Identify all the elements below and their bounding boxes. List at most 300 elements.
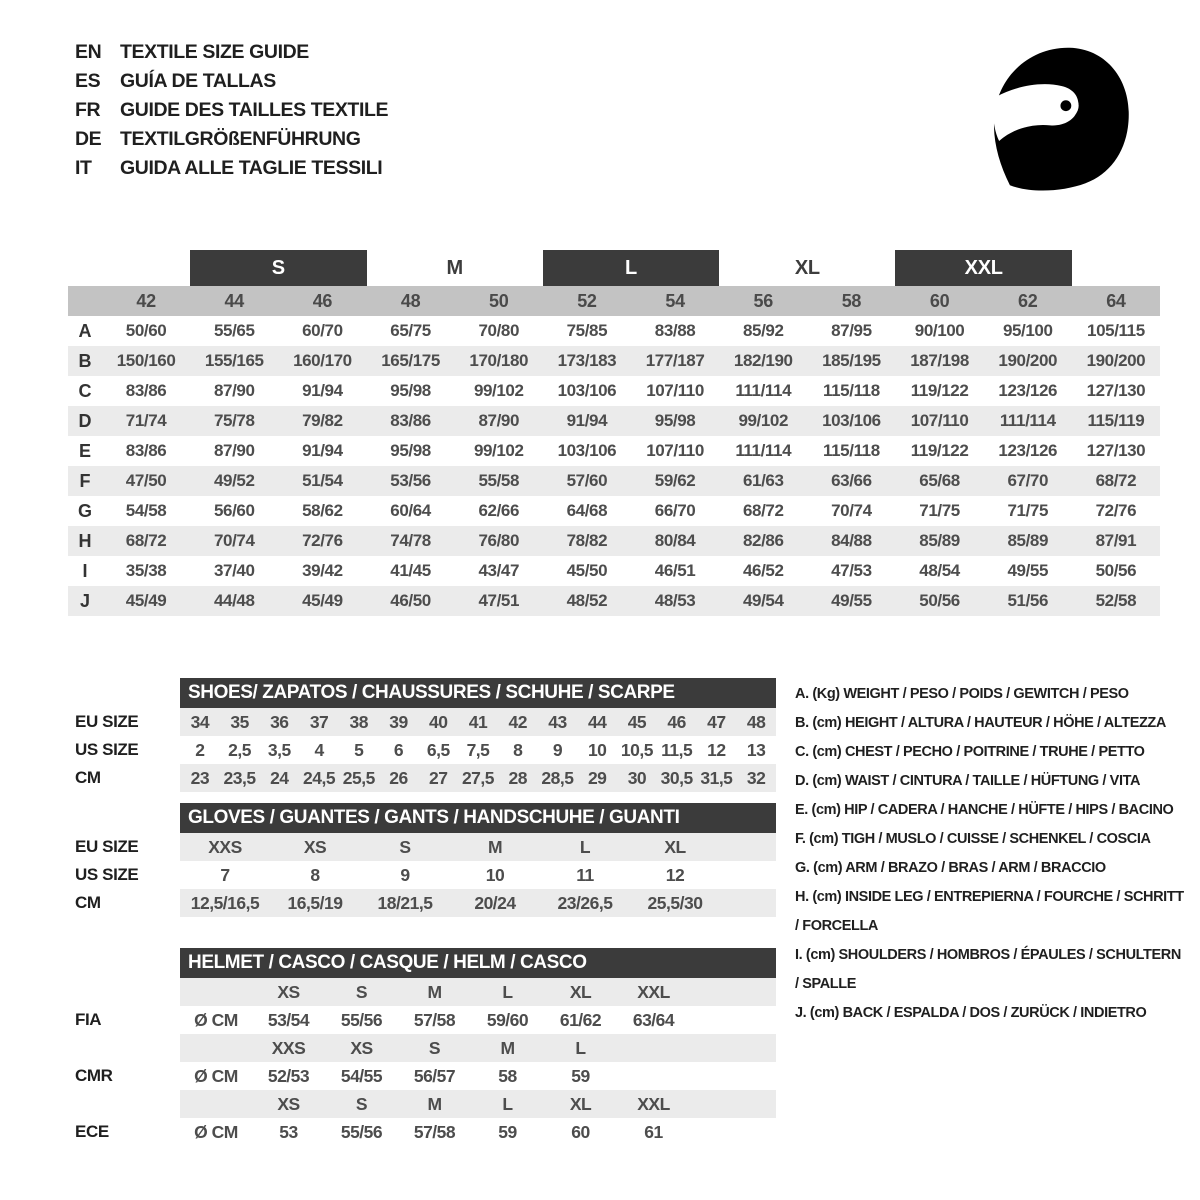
guide-title: TEXTILE SIZE GUIDE [120,41,309,63]
measure-row-key: G [77,500,92,521]
measure-value: 49/52 [213,471,255,490]
gloves-row-label: CM [75,893,101,912]
measure-value: 54/58 [125,501,167,520]
legend-item: A. (Kg) WEIGHT / PESO / POIDS / GEWITCH / PESO [795,686,1129,702]
measure-row-key: I [82,560,88,581]
shoes-value: 41 [458,708,498,736]
measure-row-key: B [78,350,92,371]
legend-item: B. (cm) HEIGHT / ALTURA / HAUTEUR / HÖHE / ALTEZZA [795,715,1166,731]
measure-value: 46/51 [654,561,696,580]
measure-value: 103/106 [557,441,617,460]
shoes-value: 30 [617,764,657,792]
measure-value: 187/198 [910,351,969,370]
helmet-size-label: XXL [617,978,690,1006]
shoes-value: 38 [339,708,379,736]
measure-value: 99/102 [473,381,524,400]
language-title-row [75,67,388,96]
diameter-unit-label: Ø CM [194,1121,238,1142]
gloves-value: 7 [220,864,230,885]
measure-value: 57/60 [566,471,608,490]
helmet-value: 53 [279,1121,298,1142]
measure-value: 95/98 [654,411,696,430]
gloves-value: 11 [576,864,594,885]
measure-value: 55/65 [213,321,255,340]
language-code: FR [75,99,101,121]
measure-value: 79/82 [302,411,343,430]
helmet-size-label: XL [544,1090,617,1118]
measure-value: 99/102 [473,441,524,460]
measure-value: 91/94 [302,441,343,460]
shoes-value: 13 [746,739,766,760]
shoes-value: 32 [736,764,776,792]
helmet-value: 60 [571,1121,590,1142]
textile-measure-row [68,316,1160,346]
shoes-value: 27,5 [458,764,498,792]
helmet-standard-label: FIA [75,1010,102,1029]
measure-value: 49/55 [831,591,872,610]
measure-value: 37/40 [213,561,255,580]
measure-value: 177/187 [645,351,705,370]
measurement-legend [795,680,1187,1028]
measure-value: 119/122 [910,381,969,400]
legend-item: J. (cm) BACK / ESPALDA / DOS / ZURÜCK / INDIETRO [795,1005,1147,1021]
gloves-value: XXS [180,833,270,861]
measure-value: 85/89 [1007,531,1049,550]
measure-value: 71/74 [125,411,167,430]
gloves-value: XL [630,833,720,861]
guide-title: GUIDE DES TAILLES TEXTILE [120,99,389,121]
measure-value: 84/88 [831,531,872,550]
measure-value: 50/60 [125,321,167,340]
gloves-row-label: EU SIZE [75,837,139,856]
shoes-value: 35 [220,708,260,736]
helmet-value: 53/54 [267,1009,310,1030]
guide-title: TEXTILGRÖßENFÜHRUNG [120,128,361,150]
measure-value: 165/175 [381,351,440,370]
size-group-label: L [543,250,719,286]
shoes-value: 5 [354,739,364,760]
measure-value: 46/50 [390,591,431,610]
shoes-value: 23 [180,764,220,792]
numeric-size-label: 46 [312,290,333,311]
filler-cell [690,1090,776,1118]
helmet-size-label: S [325,978,398,1006]
measure-value: 45/49 [125,591,167,610]
language-title-row [75,38,388,67]
helmet-value: 59 [571,1065,590,1086]
shoes-value: 40 [418,708,458,736]
measure-value: 52/58 [1095,591,1137,610]
measure-value: 70/80 [478,321,520,340]
numeric-size-label: 54 [665,290,685,311]
gloves-row [68,861,776,889]
gloves-value: 20/24 [450,889,540,917]
shoes-row [68,708,776,736]
legend-item: G. (cm) ARM / BRAZO / BRAS / ARM / BRACCIO [795,860,1106,876]
measure-value: 87/91 [1095,531,1137,550]
measure-value: 190/200 [998,351,1058,370]
shoes-value: 30,5 [657,764,697,792]
gloves-row-label: US SIZE [75,865,139,884]
gloves-value: 23/26,5 [540,889,630,917]
shoes-row-label: EU SIZE [75,712,139,731]
measure-value: 107/110 [910,411,969,430]
measure-value: 48/52 [566,591,608,610]
shoes-value: 24 [259,764,299,792]
shoes-value: 4 [314,739,324,760]
measure-value: 68/72 [742,501,784,520]
numeric-size-label: 58 [841,290,862,311]
measure-row-key: J [79,590,90,611]
measure-value: 72/76 [1095,501,1137,520]
helmet-value: 55/56 [340,1121,383,1142]
helmet-size-label: M [398,1090,471,1118]
measure-value: 105/115 [1087,321,1145,340]
numeric-size-label: 60 [929,290,950,311]
size-group-label: S [190,250,366,286]
shoes-value: 47 [697,708,737,736]
shoes-value: 34 [180,708,220,736]
measure-value: 87/90 [478,411,520,430]
helmet-title-row [68,948,776,978]
diameter-unit-label: Ø CM [194,1065,238,1086]
helmet-size-label: XS [252,978,325,1006]
measure-value: 74/78 [390,531,431,550]
helmet-size-row [68,978,776,1006]
legend-item: D. (cm) WAIST / CINTURA / TAILLE / HÜFTUNG / VITA [795,773,1141,789]
shoes-row [68,764,776,792]
language-code: EN [75,41,102,63]
textile-size-letter-header [68,250,1160,286]
gloves-row [68,889,776,917]
measure-value: 65/75 [390,321,431,340]
shoes-value: 28 [498,764,538,792]
measure-value: 150/160 [116,351,176,370]
measure-value: 78/82 [566,531,608,550]
guide-title: GUÍA DE TALLAS [120,70,276,92]
legend-item: I. (cm) SHOULDERS / HOMBROS / ÉPAULES / SCHULTERN / SPALLE [795,947,1181,992]
spacer-cell [180,978,252,1006]
gloves-value: 16,5/19 [270,889,360,917]
numeric-size-label: 44 [224,290,244,311]
shoes-value: 36 [259,708,299,736]
measure-value: 47/50 [125,471,167,490]
numeric-size-label: 42 [136,290,156,311]
racing-helmet-icon [975,36,1143,198]
shoes-value: 8 [513,739,523,760]
helmet-size-label: XXS [252,1034,325,1062]
measure-value: 173/183 [557,351,617,370]
measure-value: 95/98 [390,441,431,460]
shoes-value: 43 [538,708,578,736]
measure-value: 68/72 [1095,471,1137,490]
helmet-value: 52/53 [267,1065,310,1086]
guide-title: GUIDA ALLE TAGLIE TESSILI [120,157,383,179]
helmet-value: 61 [644,1121,663,1142]
shoes-title: SHOES/ ZAPATOS / CHAUSSURES / SCHUHE / SCARPE [180,678,776,708]
helmet-value-row [68,1006,776,1034]
spacer-cell [180,1090,252,1118]
measure-value: 39/42 [302,561,343,580]
helmet-value: 59 [498,1121,517,1142]
helmet-size-label: S [325,1090,398,1118]
measure-value: 91/94 [566,411,608,430]
gloves-title-row [68,803,776,833]
helmet-size-label: XS [252,1090,325,1118]
shoes-value: 37 [299,708,339,736]
measure-value: 53/56 [390,471,431,490]
measure-value: 90/100 [914,321,965,340]
measure-value: 70/74 [831,501,872,520]
measure-value: 115/118 [823,381,880,400]
textile-measure-row [68,586,1160,616]
measure-value: 67/70 [1007,471,1049,490]
textile-measure-row [68,496,1160,526]
gloves-value: 25,5/30 [630,889,720,917]
measure-value: 66/70 [654,501,696,520]
shoes-value: 45 [617,708,657,736]
measure-value: 75/78 [213,411,255,430]
measure-value: 41/45 [390,561,431,580]
measure-value: 47/53 [831,561,872,580]
helmet-value: 55/56 [340,1009,383,1030]
measure-value: 95/100 [1002,321,1053,340]
measure-row-key: E [78,440,91,461]
shoes-value: 48 [736,708,776,736]
gloves-title: GLOVES / GUANTES / GANTS / HANDSCHUHE / GUANTI [180,803,776,833]
measure-value: 119/122 [910,441,969,460]
textile-measure-row [68,346,1160,376]
shoes-value: 3,5 [267,739,291,760]
measure-value: 99/102 [738,411,789,430]
language-code: IT [75,157,92,179]
measure-value: 60/70 [302,321,343,340]
gloves-value: L [540,833,630,861]
measure-value: 45/50 [566,561,608,580]
shoes-title-row [68,678,776,708]
helmet-size-label: XS [325,1034,398,1062]
measure-value: 182/190 [733,351,793,370]
helmet-value: 61/62 [559,1009,602,1030]
shoes-value: 39 [379,708,419,736]
diameter-unit-label: Ø CM [194,1009,238,1030]
helmet-size-row [68,1034,776,1062]
measure-value: 83/86 [125,441,167,460]
measure-value: 170/180 [469,351,529,370]
measure-value: 61/63 [742,471,784,490]
shoes-value: 23,5 [220,764,260,792]
measure-value: 49/54 [742,591,784,610]
shoes-size-table [68,678,776,792]
textile-size-table [68,250,1160,616]
spacer-cell [180,1034,252,1062]
shoes-value: 10 [587,739,607,760]
measure-value: 87/90 [213,441,255,460]
measure-row-key: D [78,410,92,431]
measure-value: 190/200 [1086,351,1146,370]
measure-value: 55/58 [478,471,520,490]
language-title-row [75,96,388,125]
measure-value: 49/55 [1007,561,1049,580]
gloves-size-table [68,803,776,917]
measure-value: 127/130 [1086,381,1146,400]
measure-value: 111/114 [735,381,792,400]
measure-value: 68/72 [125,531,167,550]
textile-measure-row [68,376,1160,406]
measure-value: 111/114 [999,411,1056,430]
measure-value: 82/86 [742,531,784,550]
shoes-value: 10,5 [620,739,653,760]
helmet-value: 58 [498,1065,517,1086]
measure-value: 76/80 [478,531,520,550]
helmet-value: 57/58 [413,1121,456,1142]
measure-value: 155/165 [204,351,264,370]
measure-value: 115/119 [1087,411,1145,430]
measure-value: 72/76 [302,531,343,550]
shoes-value: 28,5 [538,764,578,792]
measure-value: 103/106 [822,411,881,430]
textile-measure-row [68,526,1160,556]
measure-value: 115/118 [823,441,880,460]
language-code: ES [75,70,101,92]
measure-value: 83/86 [390,411,431,430]
helmet-value: 63/64 [632,1009,675,1030]
textile-measure-row [68,406,1160,436]
measure-value: 43/47 [478,561,520,580]
shoes-value: 11,5 [661,739,693,760]
measure-value: 87/90 [213,381,255,400]
legend-item: F. (cm) TIGH / MUSLO / CUISSE / SCHENKEL / COSCIA [795,831,1151,847]
measure-value: 71/75 [1007,501,1049,520]
measure-value: 87/95 [831,321,872,340]
shoes-value: 12 [707,739,726,760]
measure-value: 185/195 [822,351,881,370]
helmet-size-label: S [398,1034,471,1062]
measure-value: 70/74 [213,531,255,550]
measure-value: 85/92 [742,321,784,340]
measure-value: 51/56 [1007,591,1049,610]
gloves-value: 10 [485,864,505,885]
helmet-size-label: M [398,978,471,1006]
helmet-value-row [68,1062,776,1090]
measure-value: 65/68 [919,471,960,490]
measure-value: 103/106 [557,381,617,400]
measure-value: 80/84 [654,531,696,550]
helmet-value: 56/57 [413,1065,456,1086]
measure-value: 56/60 [213,501,255,520]
language-title-row [75,125,388,154]
measure-value: 85/89 [919,531,960,550]
shoes-value: 44 [577,708,617,736]
textile-measure-row [68,436,1160,466]
measure-value: 107/110 [646,381,704,400]
gloves-value: S [360,833,450,861]
shoes-value: 6 [393,739,404,760]
measure-value: 62/66 [478,501,520,520]
size-group-label: M [446,257,463,279]
filler-cell [720,833,776,861]
measure-row-key: A [78,320,92,341]
measure-value: 95/98 [390,381,431,400]
measure-value: 75/85 [566,321,608,340]
measure-value: 48/53 [654,591,696,610]
helmet-size-row [68,1090,776,1118]
textile-numeric-size-header [68,286,1160,316]
numeric-size-label: 50 [489,290,509,311]
numeric-size-label: 52 [577,290,597,311]
language-title-row [75,154,388,183]
gloves-value: 9 [400,864,410,885]
shoes-row-label: CM [75,768,101,787]
filler-cell [720,889,776,917]
language-title-list [75,38,388,183]
measure-value: 83/86 [125,381,167,400]
gloves-value: XS [270,833,360,861]
helmet-title: HELMET / CASCO / CASQUE / HELM / CASCO [180,948,776,978]
shoes-value: 2,5 [228,739,251,760]
measure-row-key: F [79,470,91,491]
legend-item: E. (cm) HIP / CADERA / HANCHE / HÜFTE / HIPS / BACINO [795,802,1174,818]
measure-value: 64/68 [566,501,608,520]
measure-value: 91/94 [302,381,343,400]
helmet-size-label [617,1034,690,1062]
measure-value: 111/114 [735,441,792,460]
measure-value: 35/38 [125,561,167,580]
racing-helmet-glyph [975,36,1143,198]
textile-measure-row [68,466,1160,496]
helmet-value: 59/60 [486,1009,529,1030]
language-code: DE [75,128,102,150]
helmet-size-label: L [544,1034,617,1062]
measure-value: 59/62 [654,471,696,490]
measure-value: 123/126 [998,441,1058,460]
measure-value: 47/51 [478,591,520,610]
numeric-size-label: 48 [400,290,421,311]
measure-value: 127/130 [1086,441,1146,460]
measure-value: 123/126 [998,381,1058,400]
numeric-size-label: 62 [1018,290,1038,311]
measure-value: 83/88 [654,321,696,340]
helmet-size-label: L [471,1090,544,1118]
helmet-value: 57/58 [413,1009,456,1030]
size-group-label: XXL [895,250,1071,286]
shoes-value: 25,5 [339,764,379,792]
legend-item: H. (cm) INSIDE LEG / ENTREPIERNA / FOURCHE / SCHRITT / FORCELLA [795,889,1184,934]
measure-value: 58/62 [302,501,343,520]
helmet-size-label: XL [544,978,617,1006]
measure-value: 71/75 [919,501,960,520]
shoes-value: 9 [552,739,563,760]
helmet-value-row [68,1118,776,1146]
shoes-value: 6,5 [426,739,450,760]
measure-value: 50/56 [1095,561,1137,580]
shoes-value: 26 [379,764,419,792]
measure-value: 107/110 [646,441,704,460]
shoes-value: 42 [498,708,538,736]
helmet-size-table [68,948,776,1146]
gloves-value: 8 [310,864,320,885]
measure-value: 48/54 [919,561,960,580]
measure-value: 44/48 [213,591,255,610]
measure-value: 63/66 [831,471,872,490]
measure-row-key: C [78,380,92,401]
gloves-value: M [450,833,540,861]
measure-value: 50/56 [919,591,960,610]
numeric-size-label: 56 [753,290,773,311]
gloves-value: 18/21,5 [360,889,450,917]
helmet-standard-label: CMR [75,1066,113,1085]
shoes-value: 27 [418,764,458,792]
